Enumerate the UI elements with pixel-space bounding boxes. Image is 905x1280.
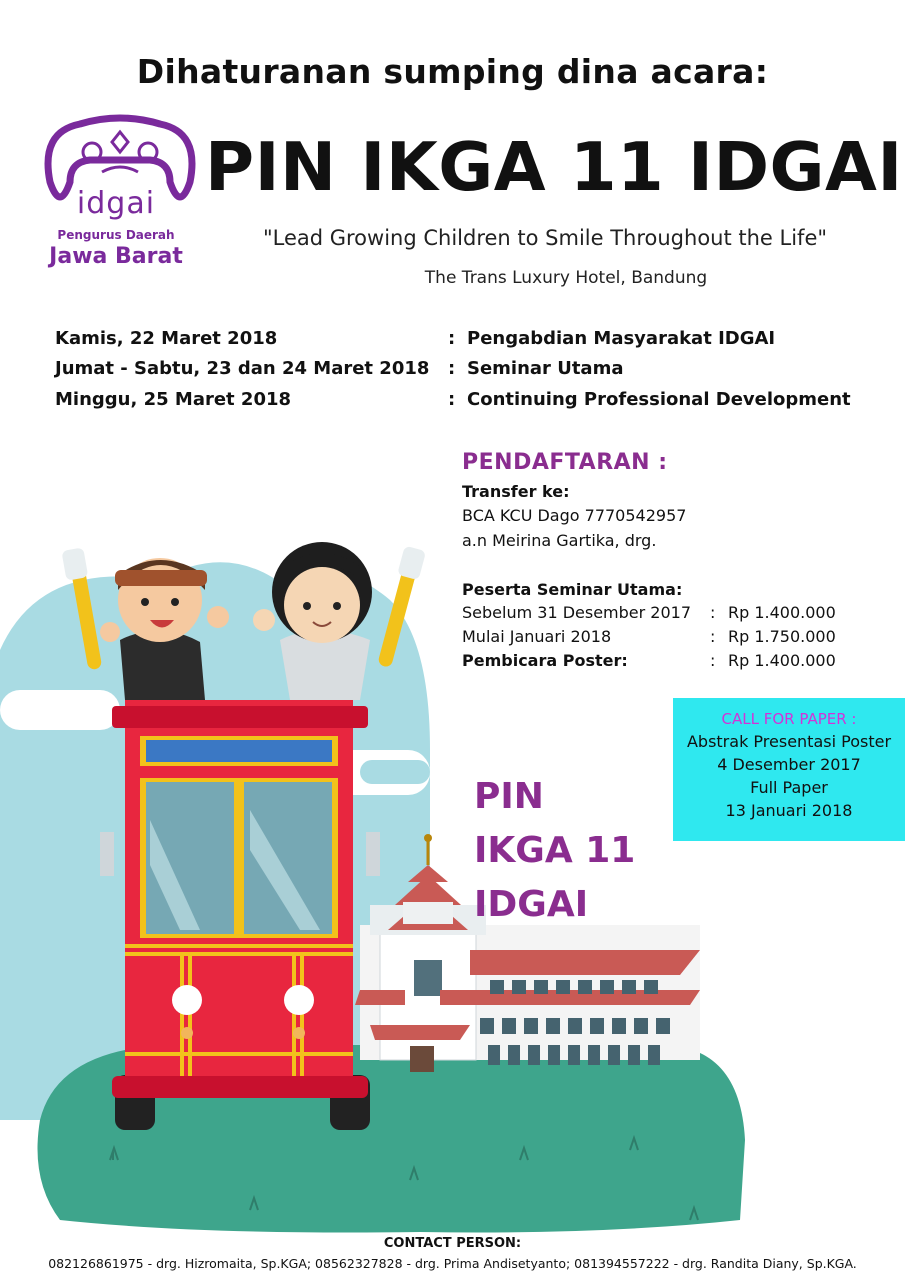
event-name-line: PIN xyxy=(474,776,544,817)
schedule-date: Minggu, 25 Maret 2018 xyxy=(55,389,292,410)
registration-title: PENDAFTARAN : xyxy=(462,450,668,475)
event-tagline: "Lead Growing Children to Smile Throughout the Life" xyxy=(262,226,828,250)
fee-separator: : xyxy=(710,627,716,646)
contact-details: 082126861975 - drg. Hizromaita, Sp.KGA; 08562327828 - drg. Prima Andisetyanto; 081394557222 - drg. Randita Diany, Sp.KGA. xyxy=(48,1256,857,1271)
logo-subtitle: Pengurus Daerah xyxy=(57,228,175,242)
schedule-separator: : xyxy=(448,389,456,410)
event-name-line: IKGA 11 xyxy=(474,830,636,871)
logo-region: Jawa Barat xyxy=(49,244,183,269)
fee-separator: : xyxy=(710,651,716,670)
event-venue: The Trans Luxury Hotel, Bandung xyxy=(424,268,708,288)
schedule-event: Pengabdian Masyarakat IDGAI xyxy=(467,328,776,349)
call-for-paper-box xyxy=(673,698,905,841)
account-holder: a.n Meirina Gartika, drg. xyxy=(462,531,657,550)
fee-value: Rp 1.400.000 xyxy=(728,651,836,670)
fee-value: Rp 1.400.000 xyxy=(728,603,836,622)
event-name-line: IDGAI xyxy=(474,884,589,925)
call-for-paper-line: 13 Januari 2018 xyxy=(725,801,853,820)
schedule-event: Seminar Utama xyxy=(467,358,624,379)
fee-label: Pembicara Poster: xyxy=(462,651,628,670)
schedule-date: Kamis, 22 Maret 2018 xyxy=(55,328,278,349)
fees-title: Peserta Seminar Utama: xyxy=(462,580,683,599)
schedule-separator: : xyxy=(448,358,456,379)
call-for-paper-title: CALL FOR PAPER : xyxy=(721,710,857,728)
fee-separator: : xyxy=(710,603,716,622)
bank-account: BCA KCU Dago 7770542957 xyxy=(462,506,687,525)
call-for-paper-line: 4 Desember 2017 xyxy=(717,755,861,774)
event-name-large xyxy=(474,770,635,932)
red-bus xyxy=(100,700,380,1130)
logo-wordmark: idgai xyxy=(76,186,156,221)
fee-label: Sebelum 31 Desember 2017 xyxy=(462,603,692,622)
fee-value: Rp 1.750.000 xyxy=(728,627,836,646)
intro-heading: Dihaturanan sumping dina acara: xyxy=(136,52,769,91)
call-for-paper-line: Abstrak Presentasi Poster xyxy=(686,732,892,751)
call-for-paper-line: Full Paper xyxy=(750,778,828,797)
schedule-separator: : xyxy=(448,328,456,349)
schedule-event: Continuing Professional Development xyxy=(467,389,851,410)
contact-label: CONTACT PERSON: xyxy=(383,1236,522,1251)
event-title: PIN IKGA 11 IDGAI xyxy=(205,128,903,206)
fee-label: Mulai Januari 2018 xyxy=(462,627,612,646)
transfer-label: Transfer ke: xyxy=(462,482,570,501)
schedule-date: Jumat - Sabtu, 23 dan 24 Maret 2018 xyxy=(55,358,430,379)
